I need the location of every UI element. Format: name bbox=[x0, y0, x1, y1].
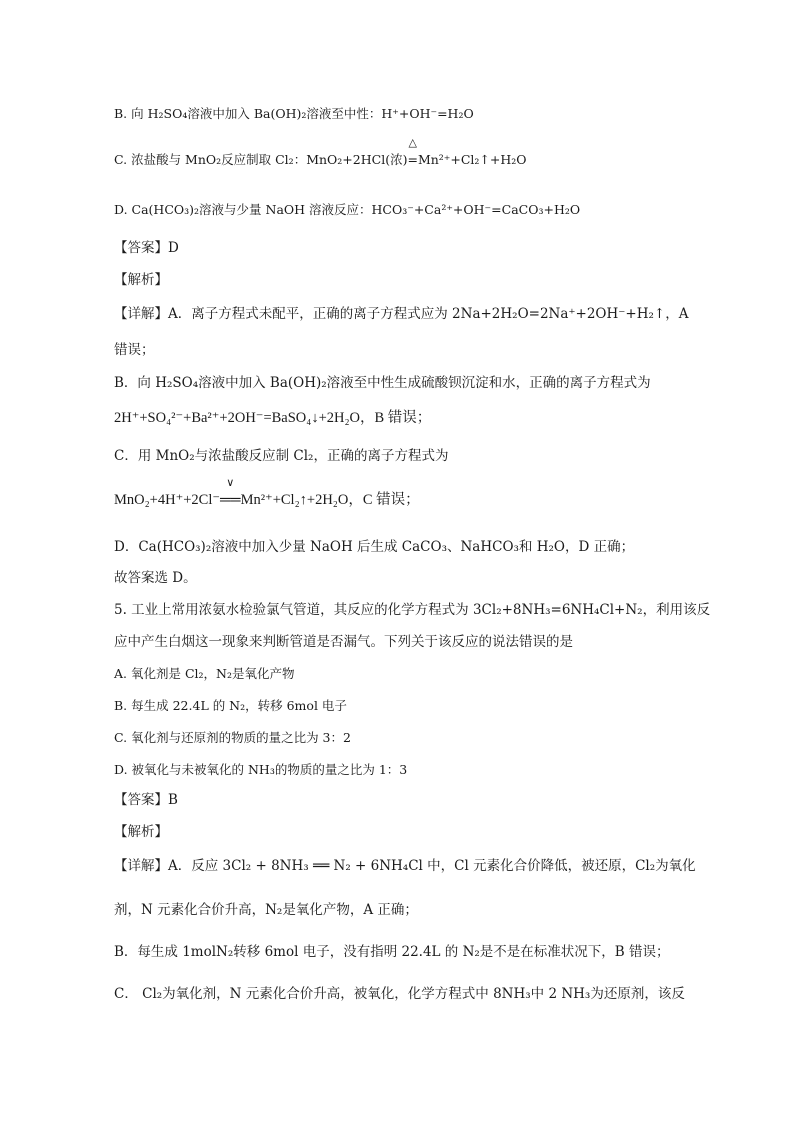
question-5-line-1: 5. 工业上常用浓氨水检验氯气管道，其反应的化学方程式为 3Cl₂+8NH₃=6NH₄Cl+N₂，利用该反 bbox=[114, 602, 711, 618]
detail-c-eq-right: Mn²⁺+Cl₂↑+2H₂O，C 错误； bbox=[240, 492, 420, 508]
detail-c-equation bbox=[114, 476, 420, 510]
detail-b-line-1: B．向 H₂SO₄溶液中加入 Ba(OH)₂溶液至中性生成硫酸钡沉淀和水，正确的离子方程式为 bbox=[114, 375, 651, 391]
analysis-label-1: 【解析】 bbox=[114, 272, 168, 288]
question-5-line-2: 应中产生白烟这一现象来判断管道是否漏气。下列关于该反应的说法错误的是 bbox=[114, 634, 573, 650]
option-b-line: B. 向 H₂SO₄溶液中加入 Ba(OH)₂溶液至中性：H⁺+OH⁻=H₂O bbox=[114, 106, 474, 121]
answer-label-1: 【答案】D bbox=[114, 240, 179, 256]
detail-c-eq-left: MnO₂+4H⁺+2Cl⁻ bbox=[114, 492, 221, 508]
heating-condition: △ bbox=[408, 136, 417, 149]
analysis-label-2: 【解析】 bbox=[114, 824, 168, 840]
option-c-line bbox=[114, 136, 527, 170]
question-5-option-a: A. 氧化剂是 Cl₂，N₂是氧化产物 bbox=[114, 666, 295, 681]
option-d-line: D. Ca(HCO₃)₂溶液与少量 NaOH 溶液反应：HCO₃⁻+Ca²⁺+OH⁻=CaCO₃+H₂O bbox=[114, 202, 581, 217]
detail2-c-line-1: C． Cl₂为氧化剂，N 元素化合价升高，被氧化，化学方程式中 8NH₃中 2 NH₃为还原剂，该反 bbox=[114, 986, 685, 1002]
condition-equals-sign bbox=[220, 476, 241, 510]
detail-a-line-1: 【详解】A．离子方程式未配平，正确的离子方程式应为 2Na+2H₂O=2Na⁺+2OH⁻+H₂↑，A bbox=[114, 306, 689, 322]
detail-c-line-1: C．用 MnO₂与浓盐酸反应制 Cl₂，正确的离子方程式为 bbox=[114, 448, 449, 464]
heating-equals-sign bbox=[407, 136, 418, 170]
detail2-a-line-1: 【详解】A．反应 3Cl₂ + 8NH₃ ══ N₂ + 6NH₄Cl 中，Cl 元素化合价降低，被还原，Cl₂为氧化 bbox=[114, 858, 696, 874]
question-5-option-b: B. 每生成 22.4L 的 N₂，转移 6mol 电子 bbox=[114, 698, 347, 713]
condition-mark: ∨ bbox=[226, 476, 235, 489]
option-c-prefix: C. 浓盐酸与 MnO₂反应制取 Cl₂：MnO₂+2HCl(浓) bbox=[114, 152, 408, 167]
answer-label-2: 【答案】B bbox=[114, 792, 178, 808]
question-5-option-c: C. 氧化剂与还原剂的物质的量之比为 3：2 bbox=[114, 730, 351, 745]
detail-d-line-1: D．Ca(HCO₃)₂溶液中加入少量 NaOH 后生成 CaCO₃、NaHCO₃和 H₂O，D 正确； bbox=[114, 539, 635, 555]
detail2-a-line-2: 剂，N 元素化合价升高，N₂是氧化产物，A 正确； bbox=[114, 902, 418, 918]
detail-a-line-2: 错误； bbox=[114, 342, 155, 358]
conclusion-line-1: 故答案选 D。 bbox=[114, 570, 197, 586]
detail2-b-line-1: B．每生成 1molN₂转移 6mol 电子，没有指明 22.4L 的 N₂是不是在标准状况下，B 错误； bbox=[114, 944, 670, 960]
equals-sign: = bbox=[407, 152, 418, 167]
double-equals: ══ bbox=[220, 492, 241, 508]
option-c-suffix: Mn²⁺+Cl₂↑+H₂O bbox=[417, 152, 527, 167]
detail-b-equation: 2H⁺+SO₄²⁻+Ba²⁺+2OH⁻=BaSO₄↓+2H₂O，B 错误； bbox=[114, 410, 432, 426]
question-5-option-d: D. 被氧化与未被氧化的 NH₃的物质的量之比为 1：3 bbox=[114, 762, 408, 777]
